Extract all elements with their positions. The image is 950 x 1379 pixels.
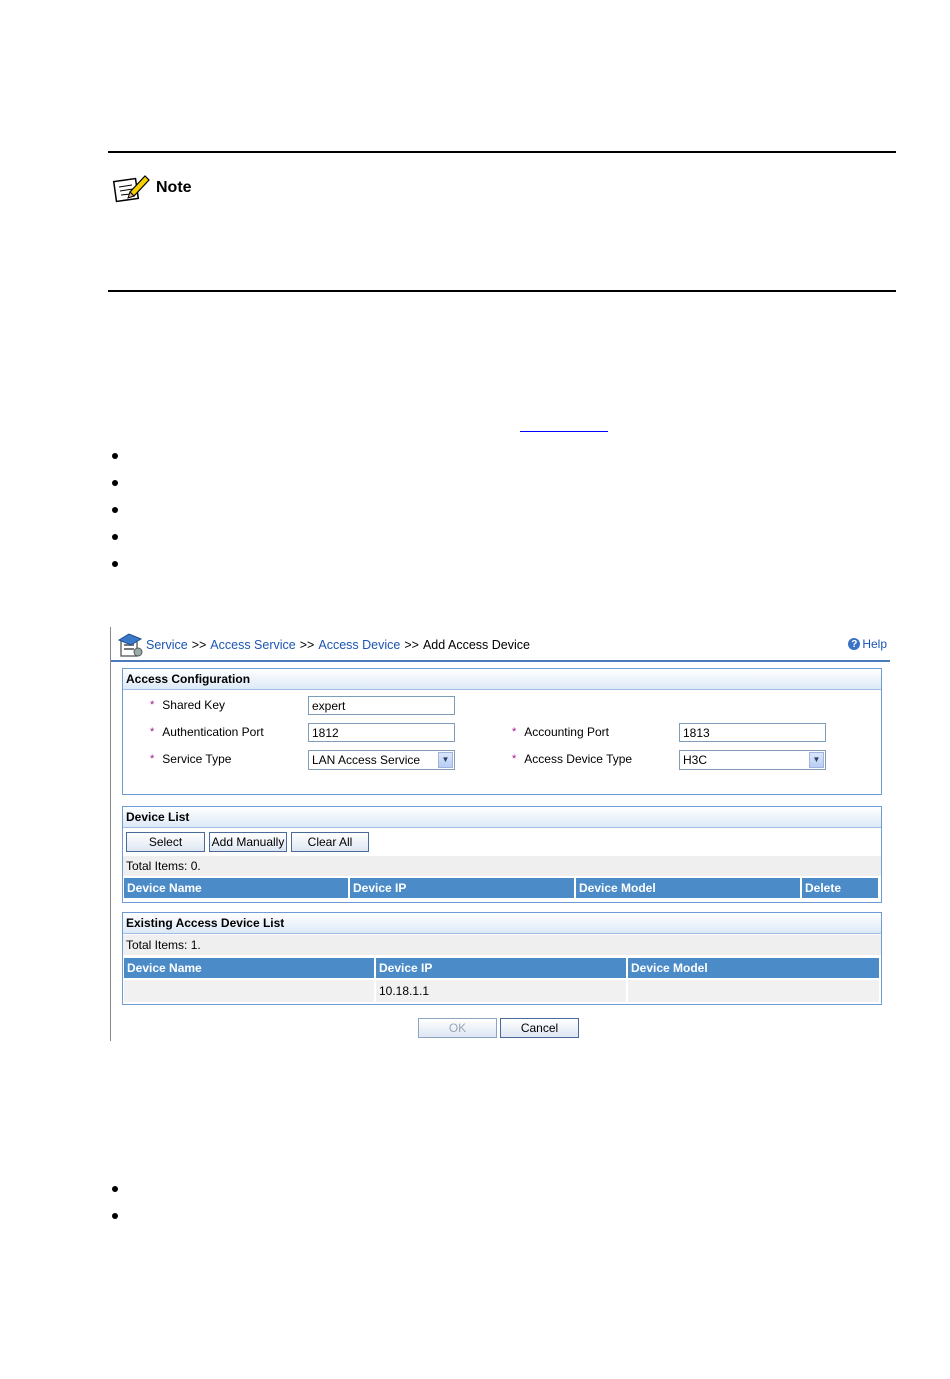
column-device-name[interactable]: Device Name — [124, 958, 376, 978]
existing-list-title: Existing Access Device List — [123, 913, 881, 934]
required-mark: * — [150, 699, 155, 711]
service-type-value: LAN Access Service — [312, 753, 421, 767]
device-list-header — [124, 878, 878, 898]
bullet — [112, 534, 118, 540]
service-type-select[interactable] — [308, 750, 455, 770]
breadcrumb-separator: >> — [299, 638, 315, 652]
help-link[interactable] — [848, 637, 887, 651]
authentication-port-text: Authentication Port — [162, 725, 264, 739]
cell-device-model — [628, 980, 879, 1002]
chevron-down-icon[interactable]: ▼ — [438, 752, 453, 768]
bullet — [112, 480, 118, 486]
required-mark: * — [512, 753, 517, 765]
bullet — [112, 561, 118, 567]
accounting-port-input[interactable]: 1813 — [679, 723, 826, 742]
note-label: Note — [156, 179, 192, 196]
column-device-model[interactable]: Device Model — [576, 878, 802, 898]
help-label: Help — [862, 637, 887, 651]
shared-key-text: Shared Key — [162, 698, 225, 712]
clear-all-button[interactable]: Clear All — [291, 832, 369, 852]
note-header — [112, 172, 192, 204]
shared-key-label — [150, 698, 225, 712]
breadcrumb-access-device-link[interactable]: Access Device — [318, 638, 401, 652]
accounting-port-text: Accounting Port — [524, 725, 609, 739]
bullet — [112, 1213, 118, 1219]
bullet — [112, 507, 118, 513]
note-bottom-rule — [108, 290, 896, 292]
cancel-button[interactable]: Cancel — [500, 1018, 579, 1038]
accounting-port-label — [512, 725, 609, 739]
existing-list-header — [124, 958, 879, 978]
access-configuration-panel — [122, 668, 882, 795]
breadcrumb-separator: >> — [191, 638, 207, 652]
chevron-down-icon[interactable]: ▼ — [809, 752, 824, 768]
authentication-port-input[interactable]: 1812 — [308, 723, 455, 742]
device-list-total: Total Items: 0. — [123, 856, 881, 876]
cell-device-ip: 10.18.1.1 — [376, 980, 628, 1002]
existing-list-total: Total Items: 1. — [123, 935, 881, 955]
column-device-ip[interactable]: Device IP — [376, 958, 628, 978]
column-device-name[interactable]: Device Name — [124, 878, 350, 898]
device-list-title: Device List — [123, 807, 881, 828]
help-icon: ? — [848, 638, 860, 650]
breadcrumb-divider — [111, 660, 890, 662]
access-device-type-value: H3C — [683, 753, 708, 767]
service-type-label — [150, 752, 231, 766]
device-list-panel — [122, 806, 882, 903]
breadcrumb-separator: >> — [404, 638, 419, 652]
bullet — [112, 453, 118, 459]
add-manually-button[interactable]: Add Manually — [209, 832, 287, 852]
bullet — [112, 1186, 118, 1192]
column-delete[interactable]: Delete — [802, 878, 878, 898]
access-device-type-label — [512, 752, 632, 766]
ok-button[interactable]: OK — [418, 1018, 497, 1038]
breadcrumb-access-service-link[interactable]: Access Service — [210, 638, 296, 652]
access-device-type-select[interactable] — [679, 750, 826, 770]
shared-key-input[interactable]: expert — [308, 696, 455, 715]
access-configuration-title: Access Configuration — [123, 669, 881, 690]
breadcrumb — [117, 631, 889, 659]
breadcrumb-service-link[interactable]: Service — [146, 638, 188, 652]
column-device-model[interactable]: Device Model — [628, 958, 879, 978]
authentication-port-label — [150, 725, 264, 739]
table-row[interactable] — [124, 980, 879, 1002]
required-mark: * — [512, 726, 517, 738]
required-mark: * — [150, 753, 155, 765]
service-icon — [117, 632, 143, 658]
breadcrumb-current: Add Access Device — [422, 638, 530, 652]
required-mark: * — [150, 726, 155, 738]
hyperlink-underline[interactable] — [520, 431, 608, 432]
cell-device-name — [124, 980, 376, 1002]
note-top-rule — [108, 151, 896, 153]
note-pencil-icon — [112, 172, 150, 204]
access-device-type-text: Access Device Type — [524, 752, 633, 766]
column-device-ip[interactable]: Device IP — [350, 878, 576, 898]
service-type-text: Service Type — [162, 752, 232, 766]
add-access-device-screenshot — [110, 627, 891, 1041]
existing-access-device-panel — [122, 912, 882, 1005]
select-button[interactable]: Select — [126, 832, 205, 852]
